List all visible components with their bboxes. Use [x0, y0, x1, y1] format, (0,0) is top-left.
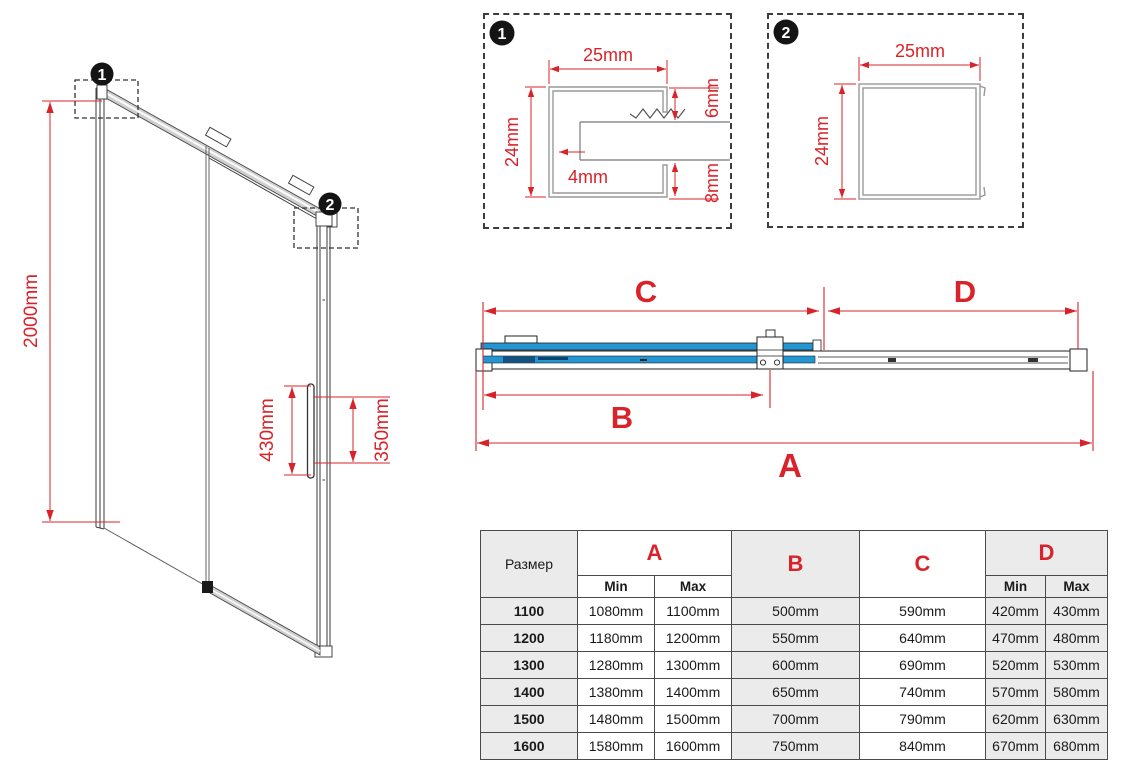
dimension-d	[828, 302, 1078, 349]
table-cell: 1300mm	[655, 652, 732, 679]
height-dimension	[42, 101, 120, 522]
detail-1-marker	[490, 21, 515, 46]
table-header-d-min: Min	[986, 576, 1046, 598]
roller-carriage	[757, 330, 783, 369]
detail1-glass-gap-label: 4mm	[568, 167, 608, 187]
table-header-a-max: Max	[655, 576, 732, 598]
table-cell: 1200mm	[655, 625, 732, 652]
table-cell: 600mm	[732, 652, 860, 679]
table-row	[481, 679, 1108, 706]
table-header-c: C	[860, 531, 986, 598]
dimension-a-label: A	[778, 447, 802, 484]
table-header-b: B	[732, 531, 860, 598]
table-cell: 1480mm	[578, 706, 655, 733]
spring-clip	[630, 109, 685, 118]
door-end-cap	[813, 340, 821, 352]
handle-spacing-label: 350mm	[372, 398, 393, 462]
rail-profile-section	[859, 84, 985, 199]
table-cell: 680mm	[1046, 733, 1108, 760]
table-cell: 670mm	[986, 733, 1046, 760]
table-cell: 570mm	[986, 679, 1046, 706]
table-cell: 480mm	[1046, 625, 1108, 652]
table-header-d-max: Max	[1046, 576, 1108, 598]
dimension-c-label: C	[634, 275, 658, 309]
dimension-b-label: B	[610, 400, 634, 435]
table-cell: 740mm	[860, 679, 986, 706]
fixed-panel-glass	[104, 146, 209, 587]
height-dim-label: 2000mm	[21, 274, 42, 348]
table-cell: 520mm	[986, 652, 1046, 679]
table-cell: 1380mm	[578, 679, 655, 706]
table-cell: 700mm	[732, 706, 860, 733]
table-cell: 580mm	[1046, 679, 1108, 706]
table-header-d: D	[986, 531, 1108, 576]
dimension-a	[476, 371, 1093, 451]
table-cell: 750mm	[732, 733, 860, 760]
svg-text:2: 2	[325, 197, 335, 214]
bottom-rail	[202, 581, 320, 655]
detail-2-marker	[774, 20, 799, 45]
table-cell: 1600mm	[655, 733, 732, 760]
detail-2-drawing	[769, 15, 1022, 226]
table-cell: 550mm	[732, 625, 860, 652]
detail1-width-label: 25mm	[582, 45, 634, 65]
table-cell: 650mm	[732, 679, 860, 706]
wall-profile	[96, 88, 104, 529]
detail-1-drawing	[485, 15, 730, 227]
table-cell: 790mm	[860, 706, 986, 733]
table-cell: 1500mm	[655, 706, 732, 733]
table-header-size: Размер	[481, 531, 578, 598]
detail1-height-label: 24mm	[502, 116, 522, 168]
handle-length-label: 430mm	[257, 398, 278, 462]
table-row	[481, 598, 1108, 625]
table-cell: 1600	[481, 733, 578, 760]
table-cell: 1500	[481, 706, 578, 733]
dimension-d-label: D	[953, 275, 977, 309]
detail2-height-dimension	[834, 84, 856, 199]
table-cell: 1100mm	[655, 598, 732, 625]
table-row	[481, 652, 1108, 679]
svg-text:2: 2	[781, 25, 791, 42]
table-cell: 630mm	[1046, 706, 1108, 733]
table-row	[481, 625, 1108, 652]
detail-1-box	[483, 13, 732, 229]
table-header-a: A	[578, 531, 732, 576]
table-cell: 1400mm	[655, 679, 732, 706]
table-cell: 430mm	[1046, 598, 1108, 625]
table-cell: 620mm	[986, 706, 1046, 733]
table-cell: 840mm	[860, 733, 986, 760]
table-cell: 1080mm	[578, 598, 655, 625]
table-cell: 1180mm	[578, 625, 655, 652]
rail-bracket	[289, 175, 314, 195]
detail2-width-label: 25mm	[894, 41, 946, 61]
rail-bracket	[206, 127, 231, 147]
table-cell: 530mm	[1046, 652, 1108, 679]
table-cell: 1280mm	[578, 652, 655, 679]
detail-2-box	[767, 13, 1024, 228]
detail1-height-dimension	[525, 87, 546, 197]
door-handle	[308, 384, 315, 478]
plan-view	[460, 275, 1125, 485]
table-cell: 420mm	[986, 598, 1046, 625]
table-cell: 640mm	[860, 625, 986, 652]
table-cell: 1300	[481, 652, 578, 679]
door-isometric-view	[0, 0, 470, 700]
table-cell: 1100	[481, 598, 578, 625]
detail1-top-gap-label: 6mm	[702, 78, 722, 118]
table-cell: 1400	[481, 679, 578, 706]
detail2-height-label: 24mm	[812, 115, 832, 167]
wall-bracket-plan	[505, 336, 537, 343]
detail1-bottom-gap-label: 8mm	[702, 163, 722, 203]
svg-text:1: 1	[97, 67, 107, 84]
bottom-guide-bracket	[202, 581, 213, 593]
table-cell: 1200	[481, 625, 578, 652]
table-cell: 500mm	[732, 598, 860, 625]
table-header-a-min: Min	[578, 576, 655, 598]
size-table	[480, 530, 1108, 760]
table-cell: 590mm	[860, 598, 986, 625]
svg-text:1: 1	[497, 26, 507, 43]
top-rail	[97, 85, 337, 227]
wall-profile-section	[549, 87, 667, 197]
table-row	[481, 733, 1108, 760]
glass-panel-section	[580, 122, 730, 160]
table-cell: 470mm	[986, 625, 1046, 652]
table-cell: 690mm	[860, 652, 986, 679]
table-cell: 1580mm	[578, 733, 655, 760]
table-row	[481, 706, 1108, 733]
